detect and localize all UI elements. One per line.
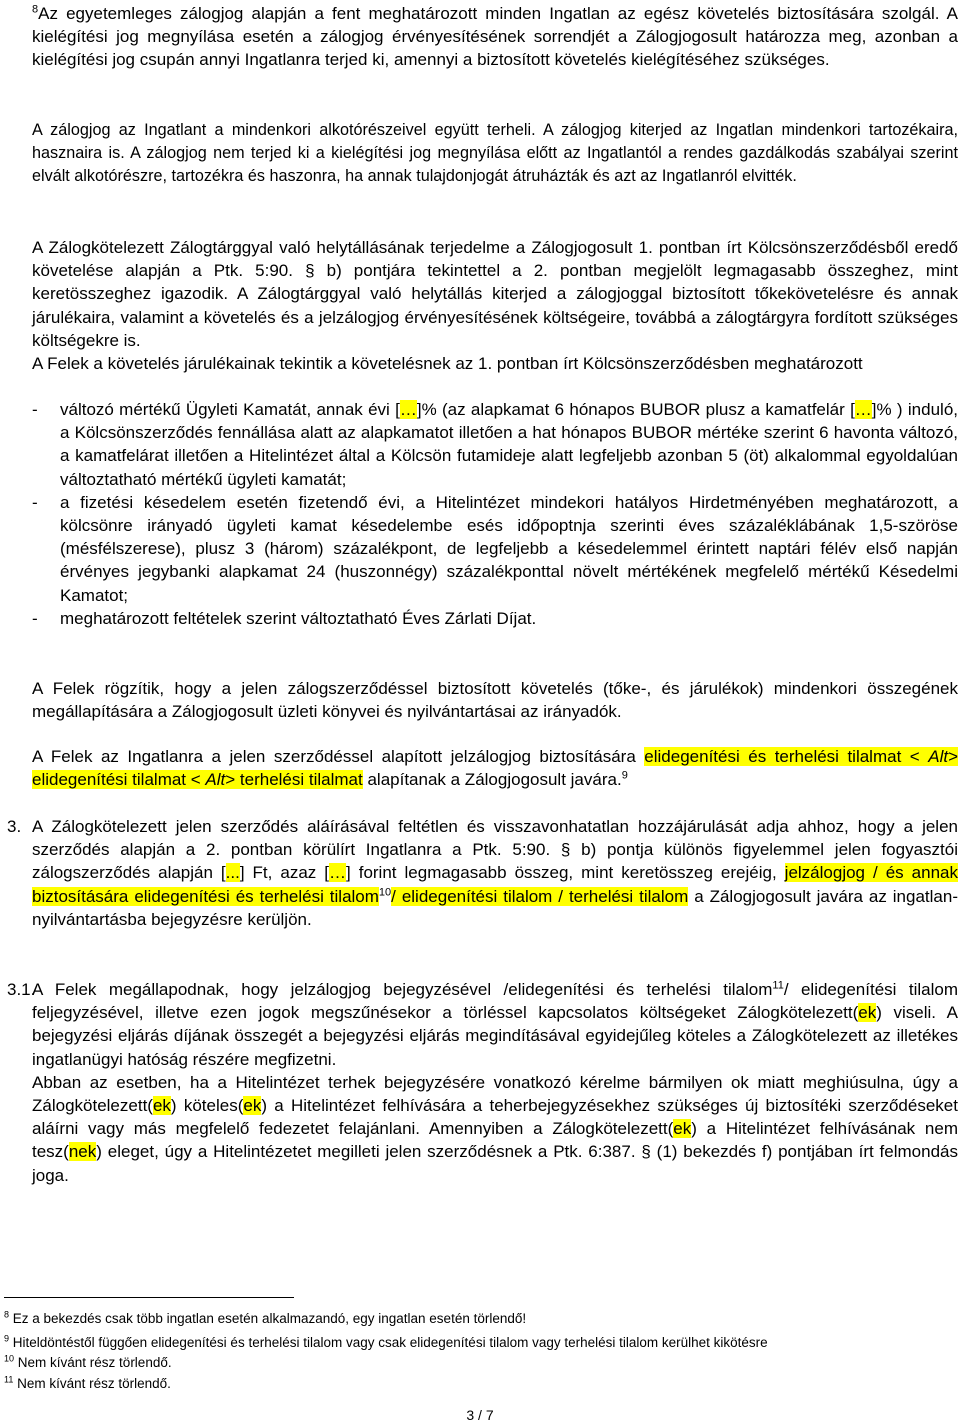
paragraph-text: ) a Hitelintézet felhívásának nem tesz( <box>32 1119 958 1162</box>
option-text: > terhelési tilalmat <box>225 770 363 790</box>
paragraph-text: Abban az esetben, ha a Hitelintézet terhek bejegyzésére vonatkozó kérelme bármilyen ok miatt meghiúsulna, úgy a Zálogkötelezett( <box>32 1072 958 1116</box>
highlighted-suffix: ek <box>858 1003 877 1023</box>
highlighted-suffix: ek <box>673 1119 692 1139</box>
footnote-mark: 8 <box>32 3 39 16</box>
footnote-text: Nem kívánt rész törlendő. <box>17 1355 172 1370</box>
footnote-number: 10 <box>4 1353 15 1364</box>
list-item-text: a fizetési késedelem esetén fizetendő évi, a Hitelintézet mindekori hatályos Hirdetményében meghatározott, a kölcsönre irányadó ügyleti kamat késedelembe esés időpoptnja szerinti éves százaléklábának 1,5-szöröse (mésfélszerese), plusz 3 (három) százalékpont, de legfeljebb a késedelemmel érintett naptári félév első napján érvényes jegybanki alapkamat 24 (huszonnégy) százalékponttal növelt mértékének megfelelő mértékű Késedelmi Kamatot; <box>60 492 958 605</box>
footnote-text: Ez a bekezdés csak több ingatlan esetén alkalmazandó, egy ingatlan esetén törlendő! <box>12 1311 527 1326</box>
footnote-number: 11 <box>4 1374 14 1385</box>
paragraph-text: / elidegenítési tilalom feljegyzésével, illetve ezen jogok megszűnésekor a törléssel kapcsolatos költségeket Zálogkötelezett( <box>32 980 958 1023</box>
paragraph-liability-extent <box>32 236 958 352</box>
list-dash: - <box>32 492 38 512</box>
highlighted-suffix: ek <box>243 1096 262 1116</box>
highlighted-placeholder: ... <box>225 863 240 883</box>
paragraph-text: ) köteles( <box>170 1096 244 1116</box>
highlighted-option: jelzálogjog / és annak biztosítására elidegenítési és terhelési tilalom <box>32 863 958 906</box>
alt-marker: Alt <box>205 770 226 790</box>
footnote <box>4 1335 954 1351</box>
footnote <box>4 1355 954 1371</box>
list-item-text: ]% ) induló, a Kölcsönszerződés fennállása alatt az alapkamatot illetően a hat hónapos BUBOR mértéke szerint 6 havonta változó, a kamatfelárat illetően a Hitelintézet által a Kölcsön futamideje alatt legfeljebb azonban 5 (öt) alkalommal egyoldalúan változtatható mértékű ügyleti kamatát; <box>60 400 958 489</box>
paragraph-continuation <box>32 1071 958 1187</box>
highlighted-option: / elidegenítési tilalom / terhelési tilalom <box>391 886 689 906</box>
list-item <box>32 607 958 630</box>
highlighted-suffix: ek <box>152 1096 171 1116</box>
section-number: 3. <box>7 817 22 836</box>
paragraph-text: ) viseli. A bejegyzési eljárás díjának összegét a bejegyzési eljárás megindításával egyidejűleg köteles a Zálogkötelezett az illetékes ingatlanügyi hatóság részére megfizetni. <box>32 1003 958 1069</box>
paragraph-text: A Felek rögzítik, hogy a jelen zálogszerződéssel biztosított követelés (tőke-, és járulékok) mindenkori összegének megállapítására a Zálogjogosult üzleti könyvei és nyilvántartásai az irányadók. <box>32 679 958 722</box>
paragraph-prohibition <box>32 745 958 791</box>
footnote-separator <box>4 1297 294 1298</box>
accessories-list <box>32 398 958 630</box>
paragraph-text: A Zálogkötelezett jelen szerződés aláírásával feltétlen és visszavonhatatlan hozzájárulását adja ahhoz, hogy a jelen szerződés alapján a 2. pontban körülírt Ingatlanra a Ptk. 5:90. § b) pontja különös figyelemmel jelen fogyasztói zálogszerződés alapján [ <box>32 817 958 883</box>
list-item-text: ]% (az alapkamat 6 hónapos BUBOR plusz a kamatfelár [ <box>416 400 855 419</box>
paragraph-accessories-intro <box>32 352 958 375</box>
section-3-consent <box>32 815 958 931</box>
paragraph-text: A Felek a követelés járulékainak tekintik a követelésnek az 1. pontban írt Kölcsönszerződésben meghatározott <box>32 354 863 373</box>
paragraph-text: ] Ft, azaz [ <box>239 863 329 883</box>
highlighted-placeholder: … <box>854 400 872 419</box>
footnote-text: Nem kívánt rész törlendő. <box>17 1376 171 1391</box>
footnote-mark: 10 <box>378 885 392 898</box>
list-item-text: meghatározott feltételek szerint változtatható Éves Zárlati Díjat. <box>60 608 537 628</box>
page-number: 3 / 7 <box>466 1407 494 1423</box>
paragraph-text: a Zálogjogosult javára az ingatlan-nyilvántartásba bejegyzésre kerüljön. <box>32 886 958 929</box>
paragraph-text: ] forint legmagasabb összeg, mint keretösszeg erejéig, <box>346 863 785 883</box>
paragraph-lien-scope <box>32 119 958 189</box>
highlighted-placeholder: … <box>399 400 417 419</box>
list-item <box>32 398 958 491</box>
section-number: 3.1. <box>7 980 36 999</box>
option-text: > elidegenítési tilalmat < <box>32 747 959 790</box>
option-text: elidegenítési és terhelési tilalmat < <box>644 747 929 766</box>
paragraph-text: alapítanak a Zálogjogosult javára. <box>362 770 622 790</box>
paragraph-text: ) eleget, úgy a Hitelintézetet megilleti jelen szerződésnek a Ptk. 6:387. § (1) bekezdés f) pontjában írt felmondás joga. <box>32 1142 958 1185</box>
paragraph-joint-lien <box>32 2 958 72</box>
paragraph-text: A Felek megállapodnak, hogy jelzálogjog bejegyzésével /elidegenítési és terhelési tilalom <box>32 980 773 999</box>
footnote-mark: 11 <box>772 979 784 992</box>
footnote <box>4 1311 954 1327</box>
paragraph-text: A Felek az Ingatlanra a jelen szerződéssel alapított jelzálogjog biztosítására <box>32 747 645 766</box>
footnote-number: 8 <box>4 1309 10 1320</box>
list-dash: - <box>32 400 38 419</box>
footnote <box>4 1376 954 1392</box>
section-3-1-registration <box>32 978 958 1187</box>
highlighted-suffix: nek <box>68 1142 97 1162</box>
footnote-mark: 9 <box>621 769 628 782</box>
list-item-text: változó mértékű Ügyleti Kamatát, annak évi [ <box>60 400 400 419</box>
paragraph-text: A zálogjog az Ingatlant a mindenkori alkotórészeivel együtt terheli. A zálogjog kiterjed az Ingatlan mindenkori tartozékaira, hasznaira is. A zálogjog nem terjed ki a kielégítési jog megnyílása előtt az Ingatlantól a rendes gazdálkodás szabályai szerint elvált alkotórészre, tartozékra és haszonra, ha annak tulajdonjogát átruházták és azt az Ingatlanról elvitték. <box>32 121 958 186</box>
list-item <box>32 491 958 607</box>
paragraph-text: ) a Hitelintézet felhívására a teherbejegyzésekhez szükséges új biztosítéki szerződéseket aláírni vagy más megfelelő fedezetet felajánlani. Amennyiben a Zálogkötelezett( <box>32 1096 958 1139</box>
footnote-text: Hiteldöntéstől függően elidegenítési és terhelési tilalom vagy csak elidegenítési tilalom vagy terhelési tilalom kerülhet kikötésre <box>12 1335 768 1350</box>
footnote-number: 9 <box>4 1333 10 1344</box>
paragraph-text: Az egyetemleges zálogjog alapján a fent meghatározott minden Ingatlan az egész követelés biztosítására szolgál. A kielégítési jog megnyílása esetén a zálogjog érvényesítésének sorrendjét a Zálogjogosult határozza meg, azonban a kielégítési jog csupán annyi Ingatlanra terjed ki, amennyi a biztosított követelés kielégítéséhez szükséges. <box>32 4 958 70</box>
alt-marker: Alt <box>928 747 949 766</box>
highlighted-placeholder: … <box>329 863 346 883</box>
list-dash: - <box>32 608 38 628</box>
paragraph-claim-amount <box>32 677 958 723</box>
paragraph-text: A Zálogkötelezett Zálogtárggyal való helytállásának terjedelme a Zálogjogosult 1. pontban írt Kölcsönszerződésből eredő követelése alapján a Ptk. 5:90. § b) pontjára tekintettel a 2. pontban megjelölt legmagasabb összeghez, mint keretösszeghez igazodik. A Zálogtárggyal való helytállás kiterjed a zálogjoggal biztosított tőkekövetelésre és annak járulékaira, valamint a követelés és a jelzálogjog érvényesítésének költségeire, továbbá a zálogtárgyra fordított szükséges költségekre is. <box>32 238 958 350</box>
